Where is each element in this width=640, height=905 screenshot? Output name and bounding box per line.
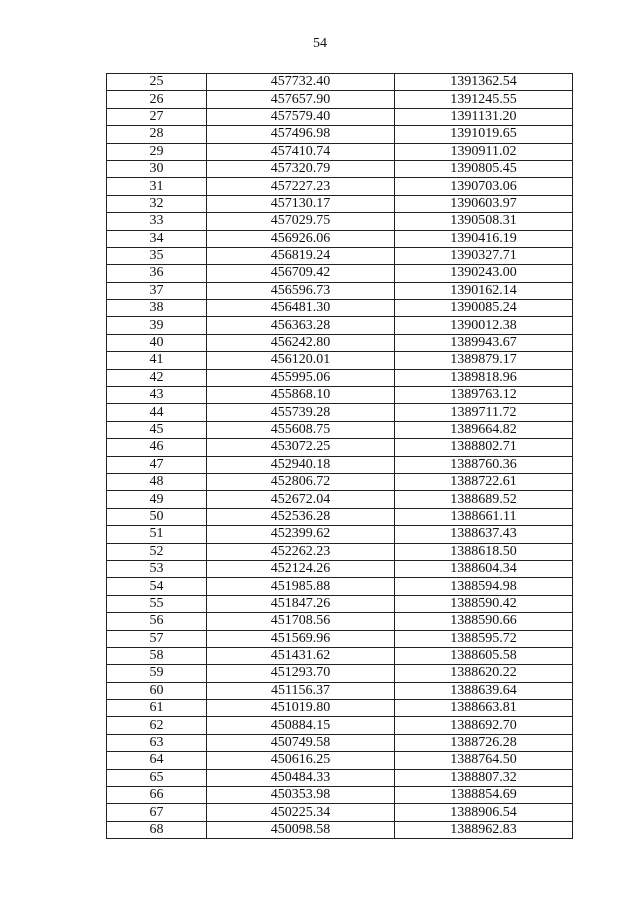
table-row [107,108,573,125]
y-coordinate-cell: 1390162.14 [395,282,573,299]
x-coordinate-cell: 452536.28 [207,508,395,525]
y-coordinate-cell: 1388663.81 [395,700,573,717]
table-row [107,213,573,230]
y-coordinate-cell: 1390508.31 [395,213,573,230]
x-coordinate-cell: 456596.73 [207,282,395,299]
x-coordinate-cell: 450225.34 [207,804,395,821]
point-number-cell: 59 [107,665,207,682]
y-coordinate-cell: 1388689.52 [395,491,573,508]
table-row [107,230,573,247]
y-coordinate-cell: 1389818.96 [395,369,573,386]
coordinates-table [106,73,573,839]
x-coordinate-cell: 457320.79 [207,160,395,177]
y-coordinate-cell: 1388854.69 [395,787,573,804]
point-number-cell: 53 [107,560,207,577]
x-coordinate-cell: 450616.25 [207,752,395,769]
point-number-cell: 56 [107,613,207,630]
x-coordinate-cell: 450749.58 [207,734,395,751]
point-number-cell: 34 [107,230,207,247]
y-coordinate-cell: 1389763.12 [395,387,573,404]
y-coordinate-cell: 1388807.32 [395,769,573,786]
y-coordinate-cell: 1388604.34 [395,560,573,577]
point-number-cell: 61 [107,700,207,717]
table-row [107,647,573,664]
table-row [107,473,573,490]
table-row [107,734,573,751]
point-number-cell: 50 [107,508,207,525]
y-coordinate-cell: 1388618.50 [395,543,573,560]
point-number-cell: 29 [107,143,207,160]
table-row [107,717,573,734]
y-coordinate-cell: 1390805.45 [395,160,573,177]
point-number-cell: 64 [107,752,207,769]
table-row [107,439,573,456]
x-coordinate-cell: 451708.56 [207,613,395,630]
x-coordinate-cell: 451019.80 [207,700,395,717]
x-coordinate-cell: 450884.15 [207,717,395,734]
y-coordinate-cell: 1388595.72 [395,630,573,647]
y-coordinate-cell: 1391362.54 [395,74,573,91]
point-number-cell: 30 [107,160,207,177]
x-coordinate-cell: 457029.75 [207,213,395,230]
y-coordinate-cell: 1388620.22 [395,665,573,682]
point-number-cell: 40 [107,334,207,351]
x-coordinate-cell: 456120.01 [207,352,395,369]
point-number-cell: 39 [107,317,207,334]
y-coordinate-cell: 1391019.65 [395,126,573,143]
x-coordinate-cell: 457130.17 [207,195,395,212]
x-coordinate-cell: 457227.23 [207,178,395,195]
table-row [107,126,573,143]
y-coordinate-cell: 1390012.38 [395,317,573,334]
y-coordinate-cell: 1388594.98 [395,578,573,595]
table-row [107,456,573,473]
table-row [107,821,573,838]
table-row [107,700,573,717]
x-coordinate-cell: 456242.80 [207,334,395,351]
table-row [107,282,573,299]
table-row [107,265,573,282]
y-coordinate-cell: 1388637.43 [395,526,573,543]
table-row [107,352,573,369]
y-coordinate-cell: 1390416.19 [395,230,573,247]
y-coordinate-cell: 1388639.64 [395,682,573,699]
x-coordinate-cell: 451985.88 [207,578,395,595]
x-coordinate-cell: 457579.40 [207,108,395,125]
table-row [107,74,573,91]
point-number-cell: 48 [107,473,207,490]
table-row [107,195,573,212]
y-coordinate-cell: 1389879.17 [395,352,573,369]
table-row [107,404,573,421]
table-row [107,543,573,560]
table-row [107,369,573,386]
y-coordinate-cell: 1389664.82 [395,421,573,438]
point-number-cell: 62 [107,717,207,734]
point-number-cell: 42 [107,369,207,386]
x-coordinate-cell: 456363.28 [207,317,395,334]
table-row [107,665,573,682]
y-coordinate-cell: 1391131.20 [395,108,573,125]
y-coordinate-cell: 1389711.72 [395,404,573,421]
point-number-cell: 27 [107,108,207,125]
y-coordinate-cell: 1391245.55 [395,91,573,108]
point-number-cell: 25 [107,74,207,91]
point-number-cell: 63 [107,734,207,751]
table-row [107,804,573,821]
x-coordinate-cell: 452124.26 [207,560,395,577]
point-number-cell: 55 [107,595,207,612]
x-coordinate-cell: 455739.28 [207,404,395,421]
point-number-cell: 46 [107,439,207,456]
point-number-cell: 26 [107,91,207,108]
table-row [107,143,573,160]
table-row [107,578,573,595]
table-row [107,334,573,351]
x-coordinate-cell: 455608.75 [207,421,395,438]
coordinates-table-body [107,74,573,839]
y-coordinate-cell: 1388605.58 [395,647,573,664]
table-row [107,491,573,508]
point-number-cell: 44 [107,404,207,421]
point-number-cell: 35 [107,247,207,264]
table-row [107,630,573,647]
y-coordinate-cell: 1389943.67 [395,334,573,351]
table-row [107,317,573,334]
x-coordinate-cell: 457496.98 [207,126,395,143]
y-coordinate-cell: 1388722.61 [395,473,573,490]
x-coordinate-cell: 457657.90 [207,91,395,108]
x-coordinate-cell: 451431.62 [207,647,395,664]
x-coordinate-cell: 452399.62 [207,526,395,543]
point-number-cell: 57 [107,630,207,647]
table-row [107,526,573,543]
table-row [107,787,573,804]
x-coordinate-cell: 452672.04 [207,491,395,508]
table-row [107,247,573,264]
table-row [107,387,573,404]
point-number-cell: 52 [107,543,207,560]
table-row [107,613,573,630]
table-row [107,91,573,108]
table-row [107,300,573,317]
y-coordinate-cell: 1388764.50 [395,752,573,769]
point-number-cell: 66 [107,787,207,804]
point-number-cell: 33 [107,213,207,230]
point-number-cell: 31 [107,178,207,195]
point-number-cell: 58 [107,647,207,664]
y-coordinate-cell: 1388962.83 [395,821,573,838]
page-number: 54 [313,36,327,51]
x-coordinate-cell: 455995.06 [207,369,395,386]
x-coordinate-cell: 450353.98 [207,787,395,804]
x-coordinate-cell: 450484.33 [207,769,395,786]
y-coordinate-cell: 1388590.42 [395,595,573,612]
table-row [107,769,573,786]
x-coordinate-cell: 456926.06 [207,230,395,247]
point-number-cell: 68 [107,821,207,838]
y-coordinate-cell: 1388661.11 [395,508,573,525]
point-number-cell: 37 [107,282,207,299]
table-row [107,421,573,438]
table-row [107,178,573,195]
table-row [107,752,573,769]
x-coordinate-cell: 452262.23 [207,543,395,560]
point-number-cell: 45 [107,421,207,438]
point-number-cell: 36 [107,265,207,282]
y-coordinate-cell: 1390911.02 [395,143,573,160]
y-coordinate-cell: 1388906.54 [395,804,573,821]
point-number-cell: 43 [107,387,207,404]
point-number-cell: 38 [107,300,207,317]
point-number-cell: 41 [107,352,207,369]
table-row [107,682,573,699]
table-row [107,508,573,525]
point-number-cell: 51 [107,526,207,543]
y-coordinate-cell: 1388692.70 [395,717,573,734]
x-coordinate-cell: 453072.25 [207,439,395,456]
point-number-cell: 65 [107,769,207,786]
point-number-cell: 60 [107,682,207,699]
x-coordinate-cell: 455868.10 [207,387,395,404]
y-coordinate-cell: 1390327.71 [395,247,573,264]
x-coordinate-cell: 452940.18 [207,456,395,473]
y-coordinate-cell: 1388760.36 [395,456,573,473]
x-coordinate-cell: 451293.70 [207,665,395,682]
y-coordinate-cell: 1388802.71 [395,439,573,456]
y-coordinate-cell: 1390243.00 [395,265,573,282]
x-coordinate-cell: 452806.72 [207,473,395,490]
x-coordinate-cell: 451156.37 [207,682,395,699]
point-number-cell: 67 [107,804,207,821]
y-coordinate-cell: 1390603.97 [395,195,573,212]
x-coordinate-cell: 457732.40 [207,74,395,91]
point-number-cell: 47 [107,456,207,473]
x-coordinate-cell: 451569.96 [207,630,395,647]
x-coordinate-cell: 456481.30 [207,300,395,317]
x-coordinate-cell: 451847.26 [207,595,395,612]
y-coordinate-cell: 1388590.66 [395,613,573,630]
x-coordinate-cell: 450098.58 [207,821,395,838]
table-row [107,560,573,577]
point-number-cell: 49 [107,491,207,508]
y-coordinate-cell: 1390085.24 [395,300,573,317]
x-coordinate-cell: 456819.24 [207,247,395,264]
point-number-cell: 32 [107,195,207,212]
table-row [107,160,573,177]
x-coordinate-cell: 456709.42 [207,265,395,282]
y-coordinate-cell: 1390703.06 [395,178,573,195]
table-row [107,595,573,612]
x-coordinate-cell: 457410.74 [207,143,395,160]
point-number-cell: 54 [107,578,207,595]
point-number-cell: 28 [107,126,207,143]
y-coordinate-cell: 1388726.28 [395,734,573,751]
